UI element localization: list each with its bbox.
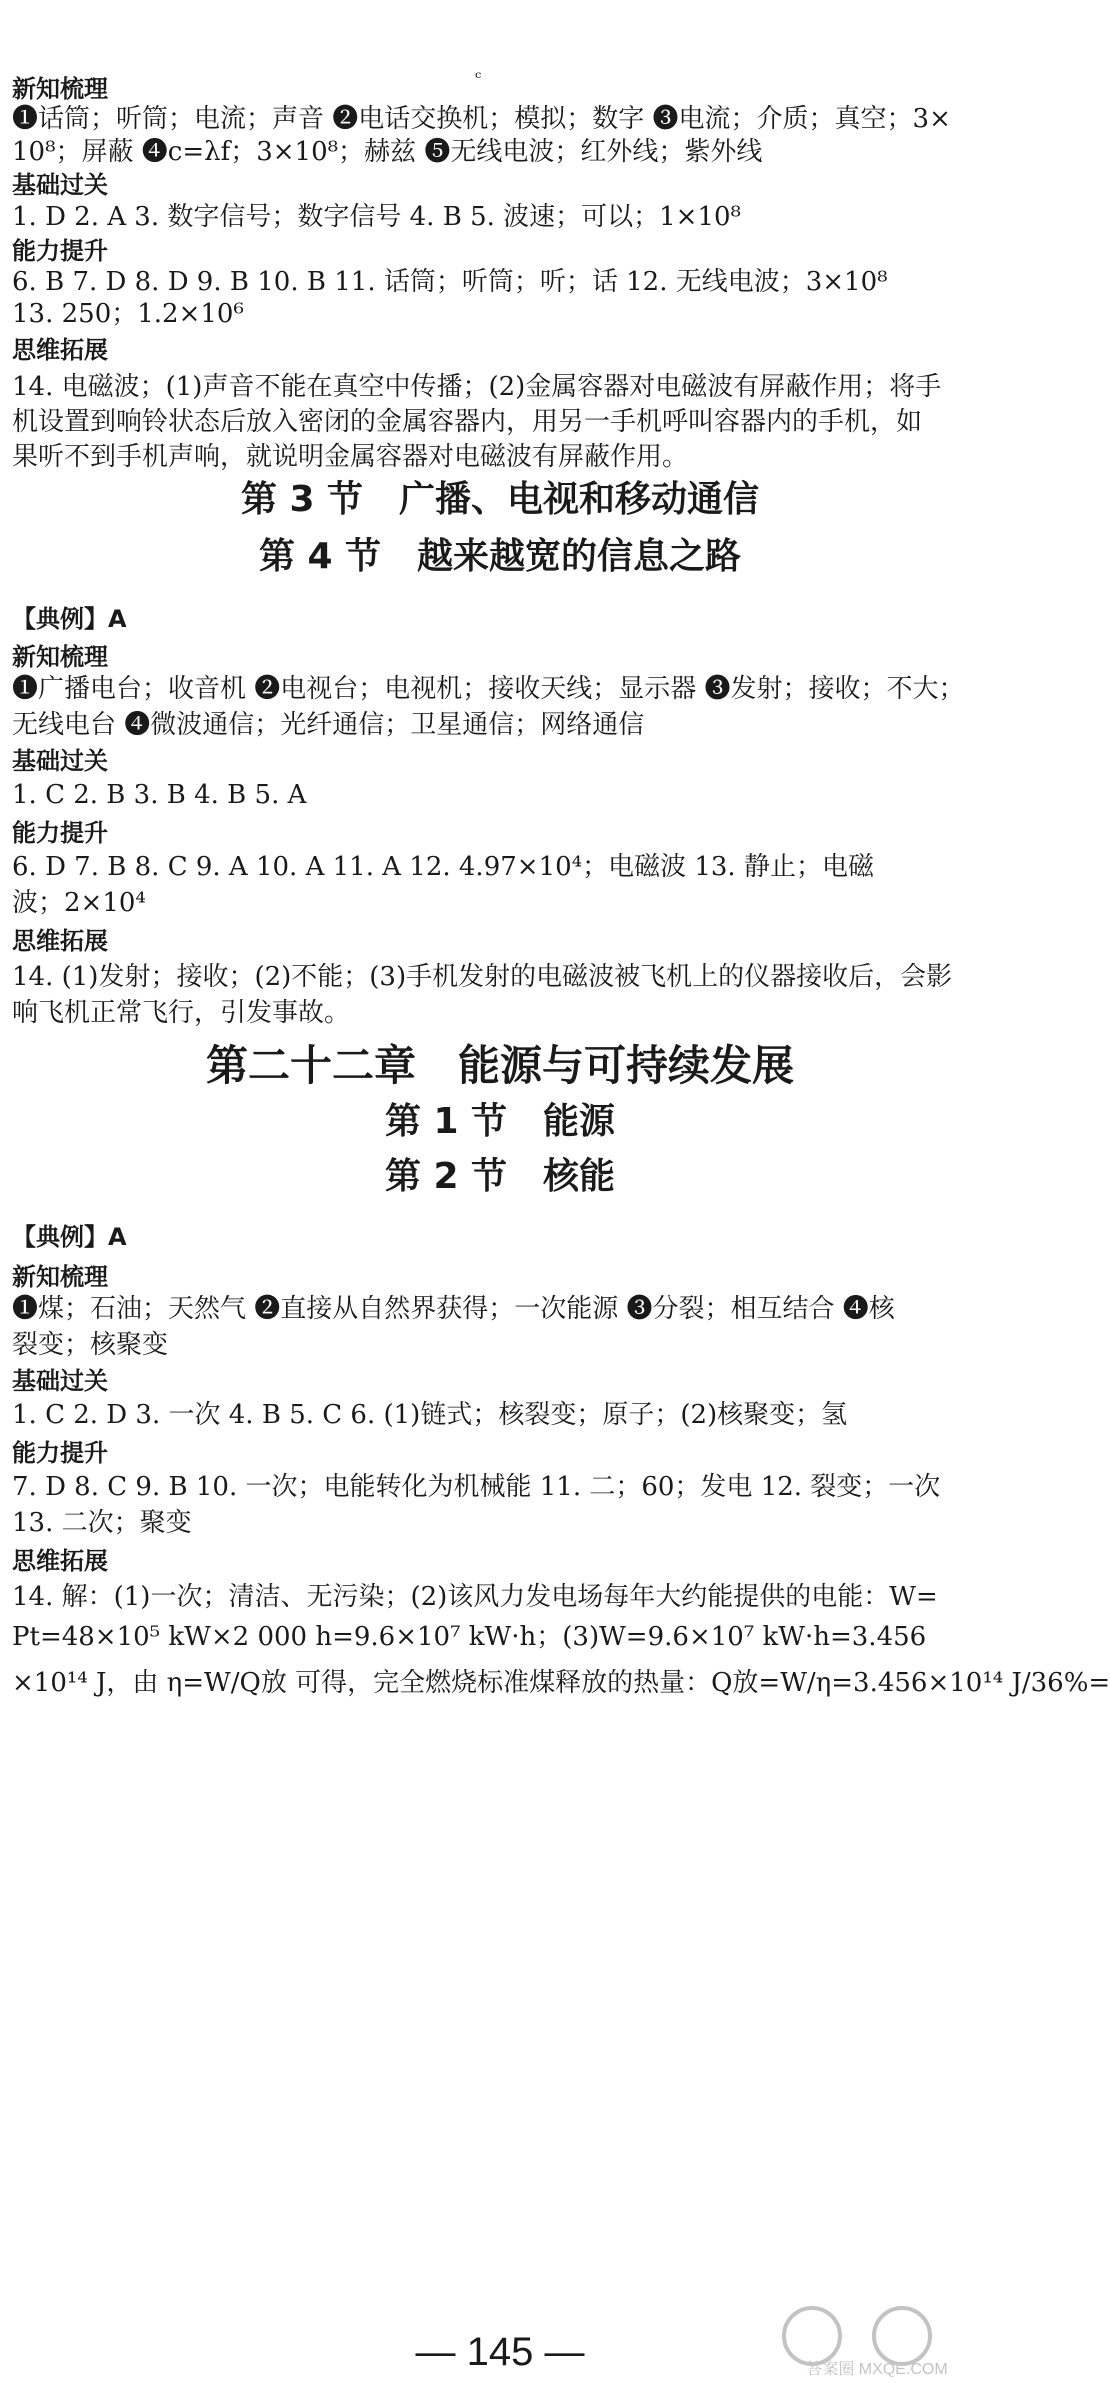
answer-line: 6. B 7. D 8. D 9. B 10. B 11. 话筒；听筒；听；话 12. 无线电波；3×10⁸ — [12, 267, 888, 297]
answer-line: 1. D 2. A 3. 数字信号；数字信号 4. B 5. 波速；可以；1×10⁸ — [12, 202, 741, 232]
heading-basic: 基础过关 — [12, 747, 108, 775]
answer-line: ❶煤；石油；天然气 ❷直接从自然界获得；一次能源 ❸分裂；相互结合 ❹核 — [12, 1294, 895, 1324]
answer-line: 14. 解：(1)一次；清洁、无污染；(2)该风力发电场每年大约能提供的电能：W= — [12, 1582, 938, 1612]
section-title: 第 2 节 核能 — [384, 1156, 616, 1197]
answer-line: 1. C 2. D 3. 一次 4. B 5. C 6. (1)链式；核裂变；原子；(2)核聚变；氢 — [12, 1400, 848, 1430]
answer-line: ❶话筒；听筒；电流；声音 ❷电话交换机；模拟；数字 ❸电流；介质；真空；3× — [12, 104, 951, 134]
answer-line: 6. D 7. B 8. C 9. A 10. A 11. A 12. 4.97×10⁴；电磁波 13. 静止；电磁 — [12, 852, 874, 882]
example-answer: 【典例】A — [12, 605, 127, 633]
heading-basic: 基础过关 — [12, 171, 108, 199]
heading-new-knowledge: 新知梳理 — [12, 643, 108, 671]
example-answer: 【典例】A — [12, 1223, 127, 1251]
answer-line: 波；2×10⁴ — [12, 888, 146, 918]
heading-thinking: 思维拓展 — [12, 927, 108, 955]
answer-line: ×10¹⁴ J，由 η=W/Q放 可得，完全燃烧标准煤释放的热量：Q放=W/η=3.456×10¹⁴ J/36%= — [12, 1668, 1110, 1698]
watermark-text: 答案圈 MXQE.COM — [806, 2361, 948, 2378]
top-mark: ᶜ — [475, 68, 482, 89]
answer-line: 响飞机正常飞行，引发事故。 — [12, 998, 351, 1028]
answer-line: 机设置到响铃状态后放入密闭的金属容器内，用另一手机呼叫容器内的手机，如 — [12, 407, 923, 437]
answer-line: 13. 二次；聚变 — [12, 1508, 192, 1538]
section-title: 第 3 节 广播、电视和移动通信 — [240, 479, 760, 520]
answer-line: ❶广播电台；收音机 ❷电视台；电视机；接收天线；显示器 ❸发射；接收；不大； — [12, 674, 965, 704]
page-number: — 145 — — [415, 2330, 585, 2374]
heading-basic: 基础过关 — [12, 1367, 108, 1395]
answer-line: 14. (1)发射；接收；(2)不能；(3)手机发射的电磁波被飞机上的仪器接收后，会影 — [12, 962, 953, 992]
answer-line: 无线电台 ❹微波通信；光纤通信；卫星通信；网络通信 — [12, 710, 645, 740]
heading-thinking: 思维拓展 — [12, 1547, 108, 1575]
answer-line: 14. 电磁波；(1)声音不能在真空中传播；(2)金属容器对电磁波有屏蔽作用；将手 — [12, 372, 942, 402]
answer-line: 7. D 8. C 9. B 10. 一次；电能转化为机械能 11. 二；60；发电 12. 裂变；一次 — [12, 1472, 941, 1502]
heading-ability: 能力提升 — [12, 819, 108, 847]
answer-line: 裂变；核聚变 — [12, 1330, 169, 1360]
answer-line: 1. C 2. B 3. B 4. B 5. A — [12, 780, 307, 810]
section-title: 第 1 节 能源 — [384, 1101, 616, 1142]
heading-ability: 能力提升 — [12, 1439, 108, 1467]
chapter-title: 第二十二章 能源与可持续发展 — [205, 1041, 794, 1090]
answer-line: 13. 250；1.2×10⁶ — [12, 299, 244, 329]
section-title: 第 4 节 越来越宽的信息之路 — [258, 536, 742, 577]
answer-line: 10⁸；屏蔽 ❹c=λf；3×10⁸；赫兹 ❺无线电波；红外线；紫外线 — [12, 137, 763, 167]
heading-new-knowledge: 新知梳理 — [12, 1263, 108, 1291]
heading-new-knowledge: 新知梳理 — [12, 75, 108, 103]
watermark-logo — [772, 2300, 982, 2380]
answer-line: Pt=48×10⁵ kW×2 000 h=9.6×10⁷ kW·h；(3)W=9.6×10⁷ kW·h=3.456 — [12, 1622, 927, 1652]
answer-line: 果听不到手机声响，就说明金属容器对电磁波有屏蔽作用。 — [12, 442, 689, 472]
heading-thinking: 思维拓展 — [12, 336, 108, 364]
heading-ability: 能力提升 — [12, 237, 108, 265]
